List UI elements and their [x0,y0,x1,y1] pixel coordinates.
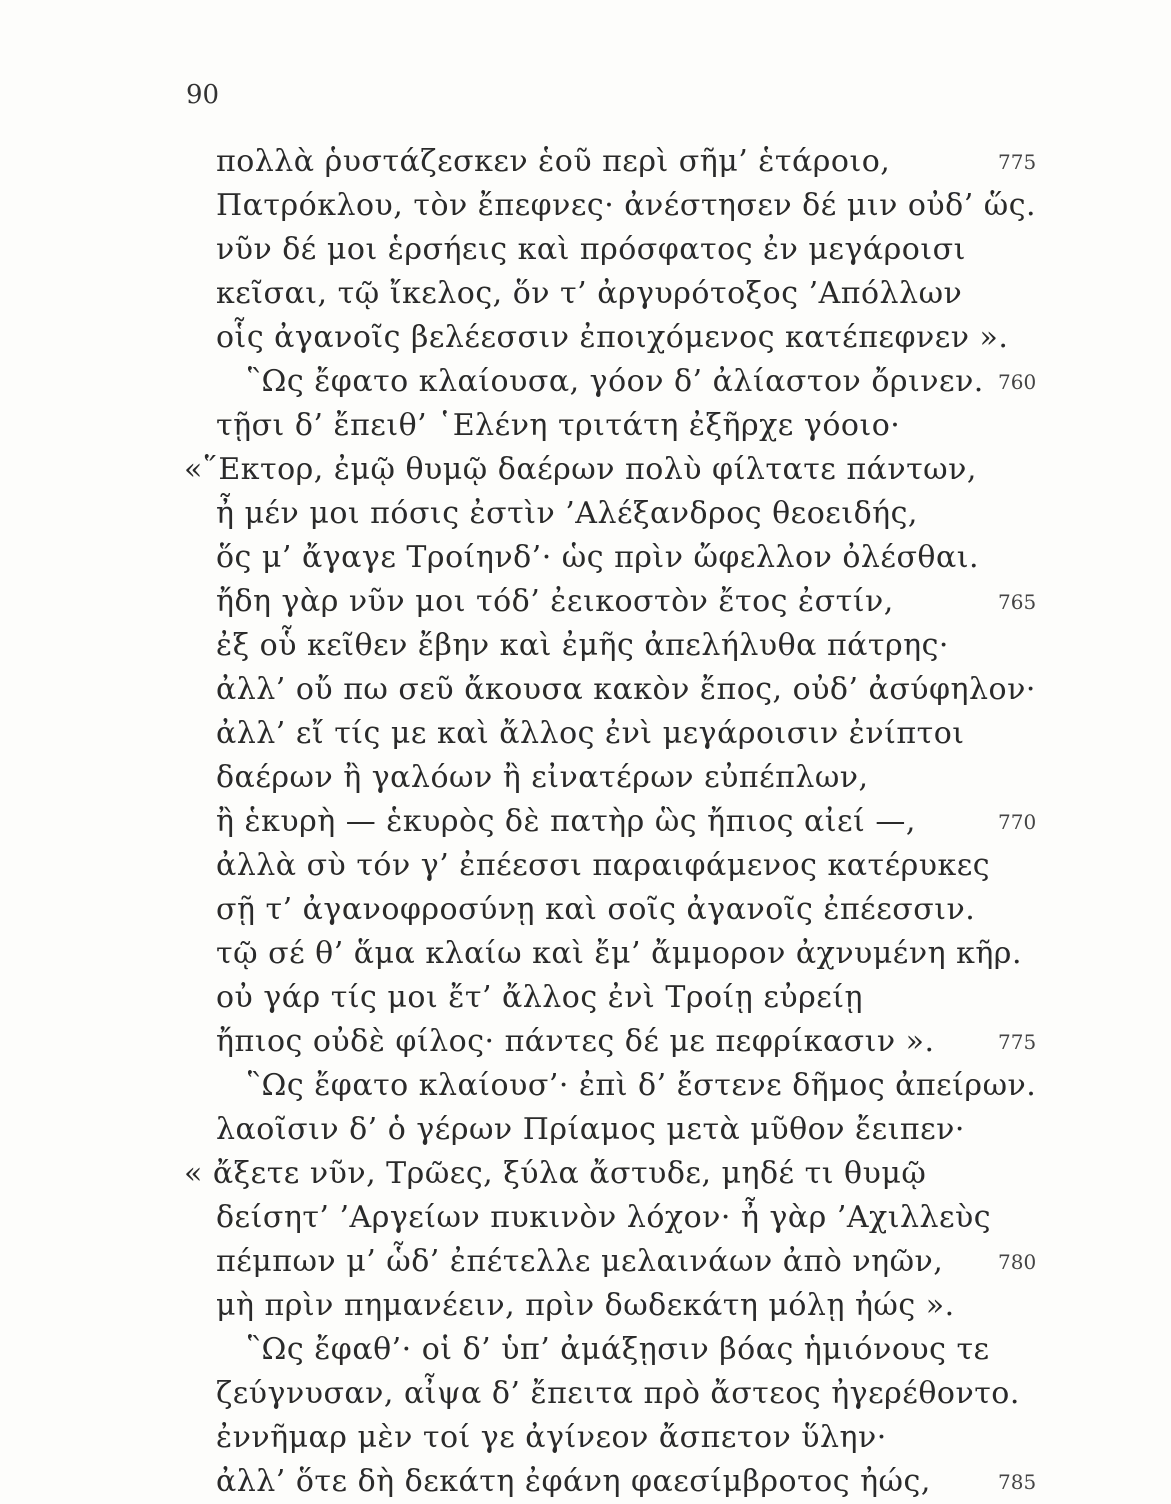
verse-line: πέμπων μ’ ὧδ’ ἐπέτελλε μελαινάων ἀπὸ νηῶν, [216,1244,944,1279]
verse-line: νῦν δέ μοι ἑρσήεις καὶ πρόσφατος ἐν μεγάροισι [216,232,966,267]
verse-line: ἦ μέν μοι πόσις ἐστὶν ’Αλέξανδρος θεοειδής, [216,496,918,531]
verse-line: τῷ σέ θ’ ἅμα κλαίω καὶ ἔμ’ ἄμμορον ἀχνυμένη κῆρ. [216,936,1022,971]
verse-line: ὅς μ’ ἄγαγε Τροίηνδ’· ὡς πρὶν ὤφελλον ὀλέσθαι. [216,540,980,575]
page-number: 90 [186,80,220,110]
verse-line: « ἄξετε νῦν, Τρῶες, ξύλα ἄστυδε, μηδέ τι θυμῷ [184,1156,927,1191]
verse-line: κεῖσαι, τῷ ἴκελος, ὅν τ’ ἀργυρότοξος ’Απόλλων [216,276,963,311]
line-number: 770 [998,810,1037,834]
line-number: 775 [998,1030,1037,1054]
verse-line: οἷς ἀγανοῖς βελέεσσιν ἐποιχόμενος κατέπεφνεν ». [216,320,1009,355]
verse-line: ῝Ως ἔφατο κλαίουσ’· ἐπὶ δ’ ἔστενε δῆμος ἀπείρων. [246,1068,1037,1103]
verse-line: «῞Εκτορ, ἐμῷ θυμῷ δαέρων πολὺ φίλτατε πάντων, [184,452,977,487]
verse-line: οὐ γάρ τίς μοι ἔτ’ ἄλλος ἐνὶ Τροίῃ εὐρείῃ [216,980,864,1015]
verse-line: ἀλλ’ οὔ πω σεῦ ἄκουσα κακὸν ἔπος, οὐδ’ ἀσύφηλον· [216,672,1036,707]
verse-line: δαέρων ἢ γαλόων ἢ εἰνατέρων εὐπέπλων, [216,760,869,795]
verse-line: ῝Ως ἔφαθ’· οἱ δ’ ὑπ’ ἀμάξῃσιν βόας ἡμιόνους τε [246,1332,990,1367]
line-number: 765 [998,590,1037,614]
verse-line: ῝Ως ἔφατο κλαίουσα, γόον δ’ ἀλίαστον ὄρινεν. [246,364,984,399]
verse-line: λαοῖσιν δ’ ὁ γέρων Πρίαμος μετὰ μῦθον ἔειπεν· [216,1112,965,1147]
verse-line: ἐννῆμαρ μὲν τοί γε ἀγίνεον ἄσπετον ὕλην· [216,1420,887,1455]
verse-line: σῇ τ’ ἀγανοφροσύνῃ καὶ σοῖς ἀγανοῖς ἐπέεσσιν. [216,892,976,927]
verse-line: ζεύγνυσαν, αἶψα δ’ ἔπειτα πρὸ ἄστεος ἠγερέθοντο. [216,1376,1020,1411]
verse-line: δείσητ’ ’Αργείων πυκινὸν λόχον· ἦ γὰρ ’Αχιλλεὺς [216,1200,992,1235]
line-number: 785 [998,1470,1037,1494]
verse-line: ἀλλὰ σὺ τόν γ’ ἐπέεσσι παραιφάμενος κατέρυκες [216,848,991,883]
verse-line: ἤπιος οὐδὲ φίλος· πάντες δέ με πεφρίκασιν ». [216,1024,935,1059]
verse-line: τῇσι δ’ ἔπειθ’ ῾Ελένη τριτάτη ἐξῆρχε γόοιο· [216,408,901,443]
line-number: 780 [998,1250,1037,1274]
verse-line: μὴ πρὶν πημανέειν, πρὶν δωδεκάτη μόλῃ ἠώς ». [216,1288,955,1323]
verse-line: ἀλλ’ εἴ τίς με καὶ ἄλλος ἐνὶ μεγάροισιν ἐνίπτοι [216,716,965,751]
verse-line: πολλὰ ῥυστάζεσκεν ἑοῦ περὶ σῆμ’ ἑτάροιο, [216,144,891,179]
verse-line: ἀλλ’ ὅτε δὴ δεκάτη ἐφάνη φαεσίμβροτος ἠώς, [216,1464,931,1499]
verse-line: ἤδη γὰρ νῦν μοι τόδ’ ἐεικοστὸν ἔτος ἐστίν, [216,584,894,619]
line-number: 775 [998,150,1037,174]
verse-line: ἢ ἑκυρὴ — ἑκυρὸς δὲ πατὴρ ὣς ἤπιος αἰεί —, [216,804,916,839]
verse-line: ἐξ οὗ κεῖθεν ἔβην καὶ ἐμῆς ἀπελήλυθα πάτρης· [216,628,949,663]
verse-line: Πατρόκλου, τὸν ἔπεφνες· ἀνέστησεν δέ μιν οὐδ’ ὥς. [216,188,1037,223]
line-number: 760 [998,370,1037,394]
